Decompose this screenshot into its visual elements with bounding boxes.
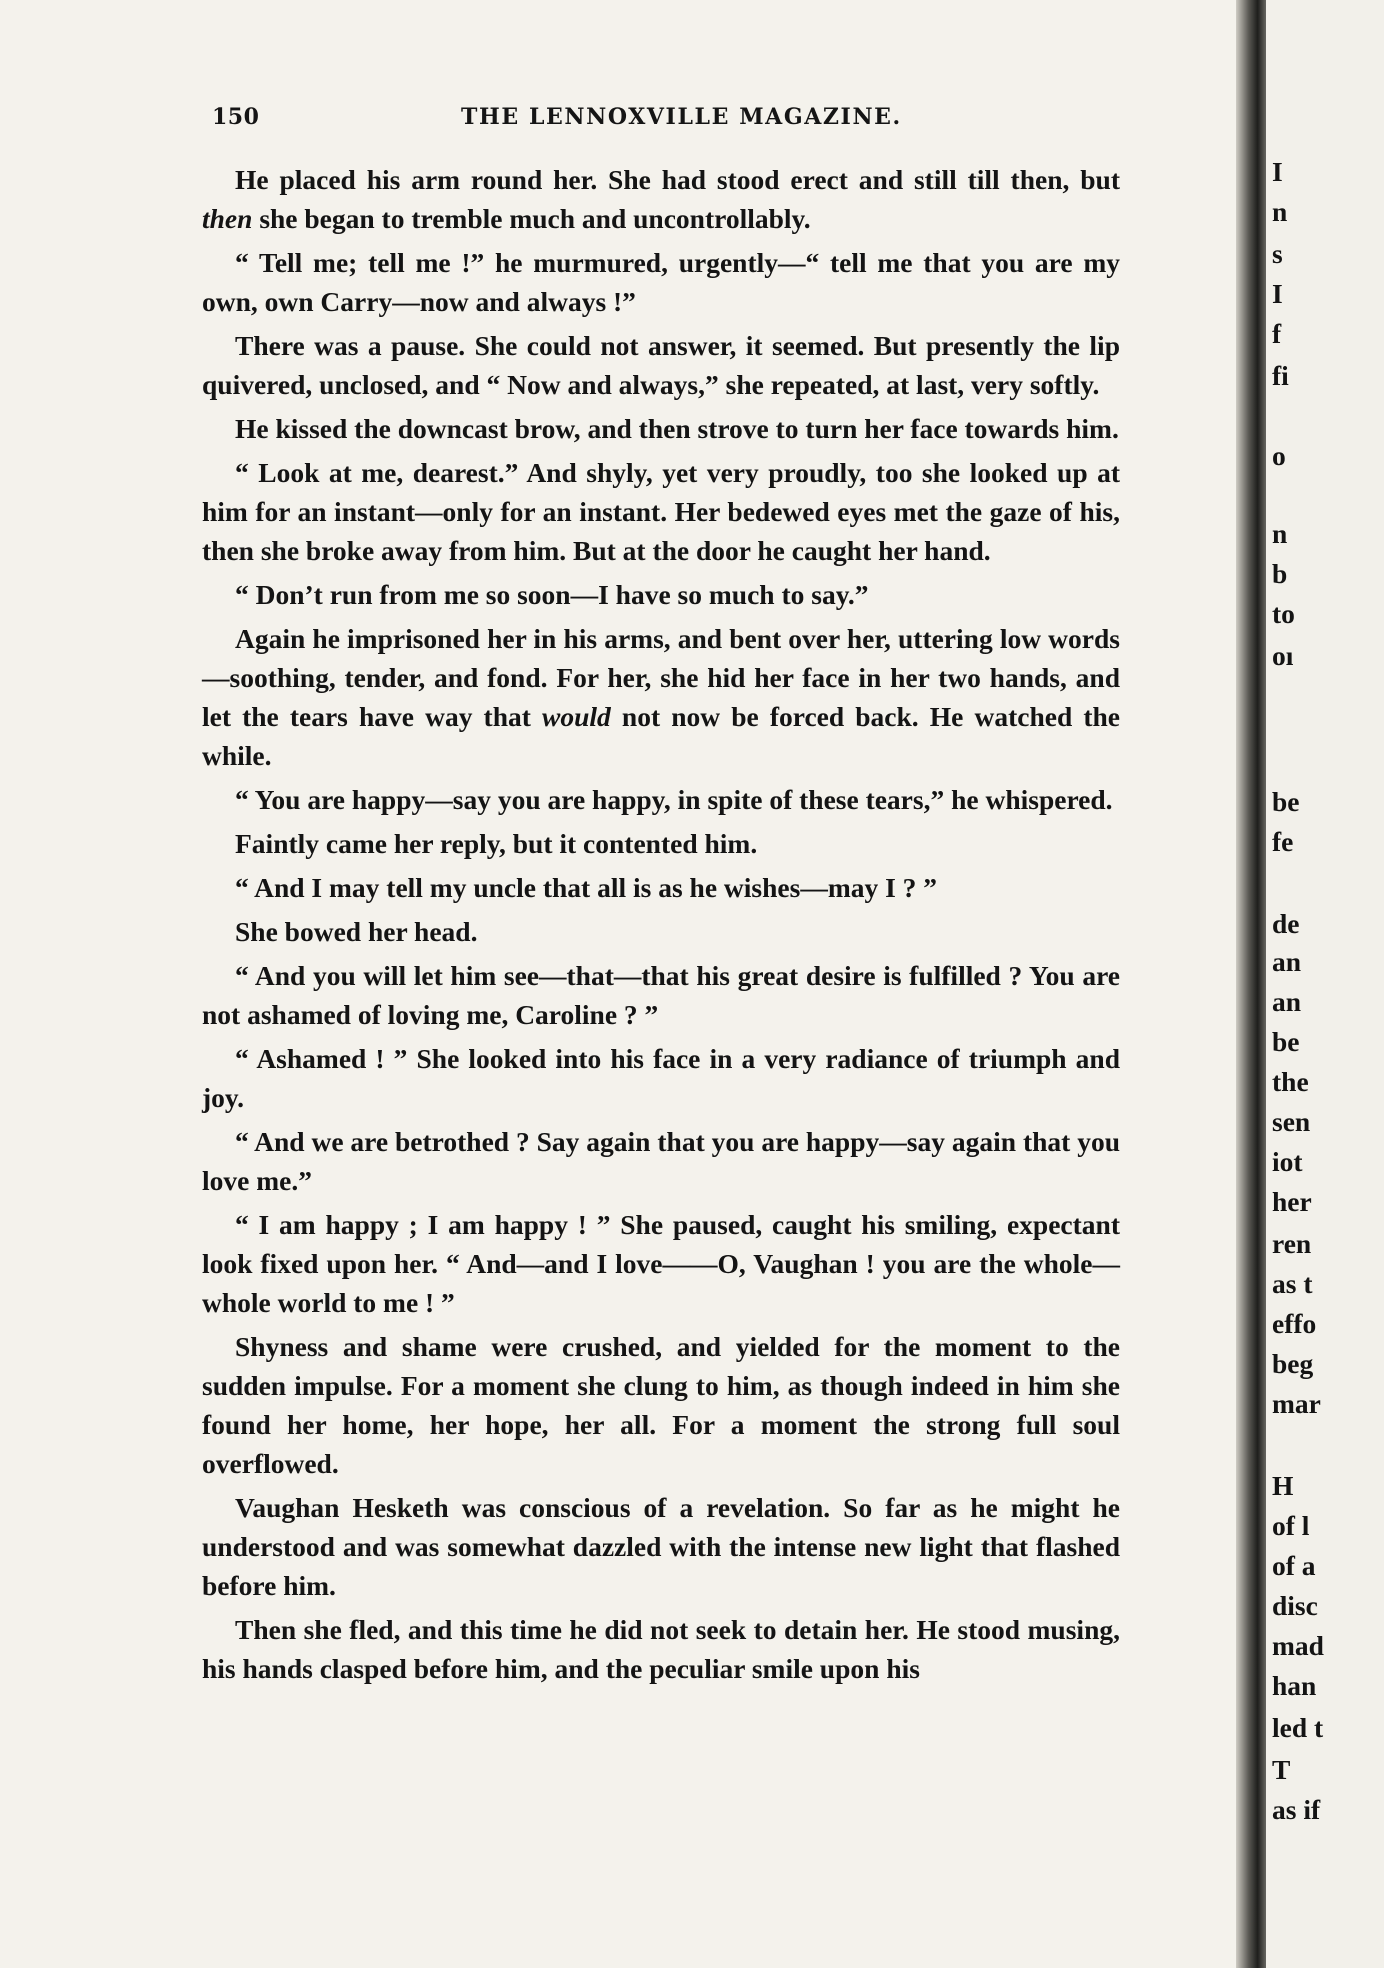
paragraph-text: Shyness and shame were crushed, and yielded for the moment to the sudden impulse. For a moment she clung to him, as though indeed in him she found her home, her hope, her all. For a moment the strong full soul overflowed.: [202, 1331, 1120, 1479]
paragraph-text: Faintly came her reply, but it contented him.: [235, 828, 758, 859]
paragraph-text: not now be forced back. He watched the while.: [202, 701, 1121, 771]
italic-word: would: [542, 701, 611, 732]
page-number: 150: [212, 104, 260, 130]
facing-page-fragment: I: [1272, 156, 1283, 187]
facing-page-fragment: iot: [1272, 1146, 1303, 1177]
paragraph-text: “ And you will let him see—that—that his great desire is fulfilled ? You are not ashamed of loving me, Caroline ? ”: [202, 960, 1120, 1030]
facing-page-fragment: fe: [1272, 826, 1294, 857]
paragraph: [202, 160, 1120, 238]
facing-page-fragment: an: [1272, 946, 1302, 977]
paragraph: [202, 409, 1120, 448]
paragraph-text: Vaughan Hesketh was conscious of a revelation. So far as he might he understood and was somewhat dazzled with the intense new light that flashed before him.: [202, 1492, 1120, 1601]
paragraph-text: There was a pause. She could not answer, it seemed. But presently the lip quivered, unclosed, and “ Now and always,” she repeated, at last, very softly.: [202, 330, 1120, 400]
paragraph: [202, 780, 1120, 819]
facing-page-fragment: her: [1272, 1186, 1312, 1217]
paragraph-text: Again he imprisoned her in his arms, and bent over her, uttering low words—soothing, tender, and fond. For her, she hid her face in her two hands, and let the tears have way that: [202, 623, 1120, 732]
facing-page-fragment: as t: [1272, 1268, 1313, 1299]
facing-page-fragment: beg: [1272, 1348, 1314, 1379]
paragraph: [202, 956, 1120, 1034]
paragraph: [202, 1039, 1120, 1117]
paragraph-text: “ I am happy ; I am happy ! ” She paused, caught his smiling, expectant look fixed upon her. “ And—and I love——O, Vaughan ! you are the whole—whole world to me ! ”: [202, 1209, 1120, 1318]
italic-word: then: [202, 203, 253, 234]
paragraph: [202, 619, 1120, 775]
facing-page-fragment: b: [1272, 558, 1288, 589]
facing-page-fragment: to: [1272, 598, 1295, 629]
facing-page-fragment: oı: [1272, 640, 1294, 671]
paragraph-text: “ You are happy—say you are happy, in spite of these tears,” he whispered.: [235, 784, 1113, 815]
facing-page-fragment: effo: [1272, 1308, 1317, 1339]
paragraph-text: she began to tremble much and uncontrollably.: [252, 203, 811, 234]
paragraph: [202, 1488, 1120, 1605]
paragraph-text: “ And we are betrothed ? Say again that you are happy—say again that you love me.”: [202, 1126, 1120, 1196]
facing-page-fragment: an: [1272, 986, 1302, 1017]
facing-page-fragment: de: [1272, 908, 1300, 939]
paragraph: [202, 1122, 1120, 1200]
facing-page-fragment: H: [1272, 1470, 1294, 1501]
facing-page-fragment: f: [1272, 318, 1282, 349]
paragraph-text: She bowed her head.: [235, 916, 478, 947]
facing-page-fragment: be: [1272, 1026, 1300, 1057]
paragraph-text: “ Don’t run from me so soon—I have so much to say.”: [235, 579, 869, 610]
facing-page-fragment: of a: [1272, 1550, 1316, 1581]
facing-page-fragment: led t: [1272, 1712, 1324, 1743]
facing-page-fragment: sen: [1272, 1106, 1311, 1137]
facing-page-fragment: mar: [1272, 1388, 1321, 1419]
facing-page-fragment: be: [1272, 786, 1300, 817]
facing-page-fragment: as if: [1272, 1794, 1321, 1825]
facing-page-edge: [1266, 0, 1384, 1968]
body-text: [202, 160, 1120, 1693]
paragraph: [202, 1610, 1120, 1688]
page-header: [212, 104, 1122, 140]
paragraph: [202, 1327, 1120, 1483]
facing-page-fragment: disc: [1272, 1590, 1318, 1621]
facing-page-fragment: s: [1272, 238, 1283, 269]
paragraph-text: He placed his arm round her. She had stood erect and still till then, but: [235, 164, 1120, 195]
paragraph: [202, 575, 1120, 614]
facing-page-fragment: n: [1272, 196, 1288, 227]
facing-page-fragment: mad: [1272, 1630, 1324, 1661]
paragraph: [202, 1205, 1120, 1322]
facing-page-fragment: o: [1272, 440, 1286, 471]
paragraph: [202, 912, 1120, 951]
paragraph-text: “ Tell me; tell me !” he murmured, urgently—“ tell me that you are my own, own Carry—now and always !”: [202, 247, 1120, 317]
paragraph-text: Then she fled, and this time he did not seek to detain her. He stood musing, his hands clasped before him, and the peculiar smile upon his: [202, 1614, 1120, 1684]
facing-page-fragment: of l: [1272, 1510, 1310, 1541]
paragraph-text: He kissed the downcast brow, and then strove to turn her face towards him.: [235, 413, 1119, 444]
paragraph: [202, 243, 1120, 321]
facing-page-fragment: fi: [1272, 360, 1289, 391]
paragraph-text: “ And I may tell my uncle that all is as he wishes—may I ? ”: [235, 872, 938, 903]
paragraph-text: “ Ashamed ! ” She looked into his face in a very radiance of triumph and joy.: [202, 1043, 1120, 1113]
paragraph-text: “ Look at me, dearest.” And shyly, yet very proudly, too she looked up at him for an instant—only for an instant. Her bedewed eyes met the gaze of his, then she broke away from him. But at the door he caught her hand.: [202, 457, 1120, 566]
paragraph: [202, 453, 1120, 570]
facing-page-fragment: the: [1272, 1066, 1309, 1097]
facing-page-fragment: n: [1272, 518, 1288, 549]
paragraph: [202, 326, 1120, 404]
facing-page-fragment: I: [1272, 278, 1283, 309]
paragraph: [202, 868, 1120, 907]
facing-page-fragment: han: [1272, 1670, 1317, 1701]
facing-page-fragment: T: [1272, 1754, 1291, 1785]
running-title: THE LENNOXVILLE MAGAZINE.: [461, 104, 902, 130]
facing-page-fragment: ren: [1272, 1228, 1312, 1259]
paragraph: [202, 824, 1120, 863]
